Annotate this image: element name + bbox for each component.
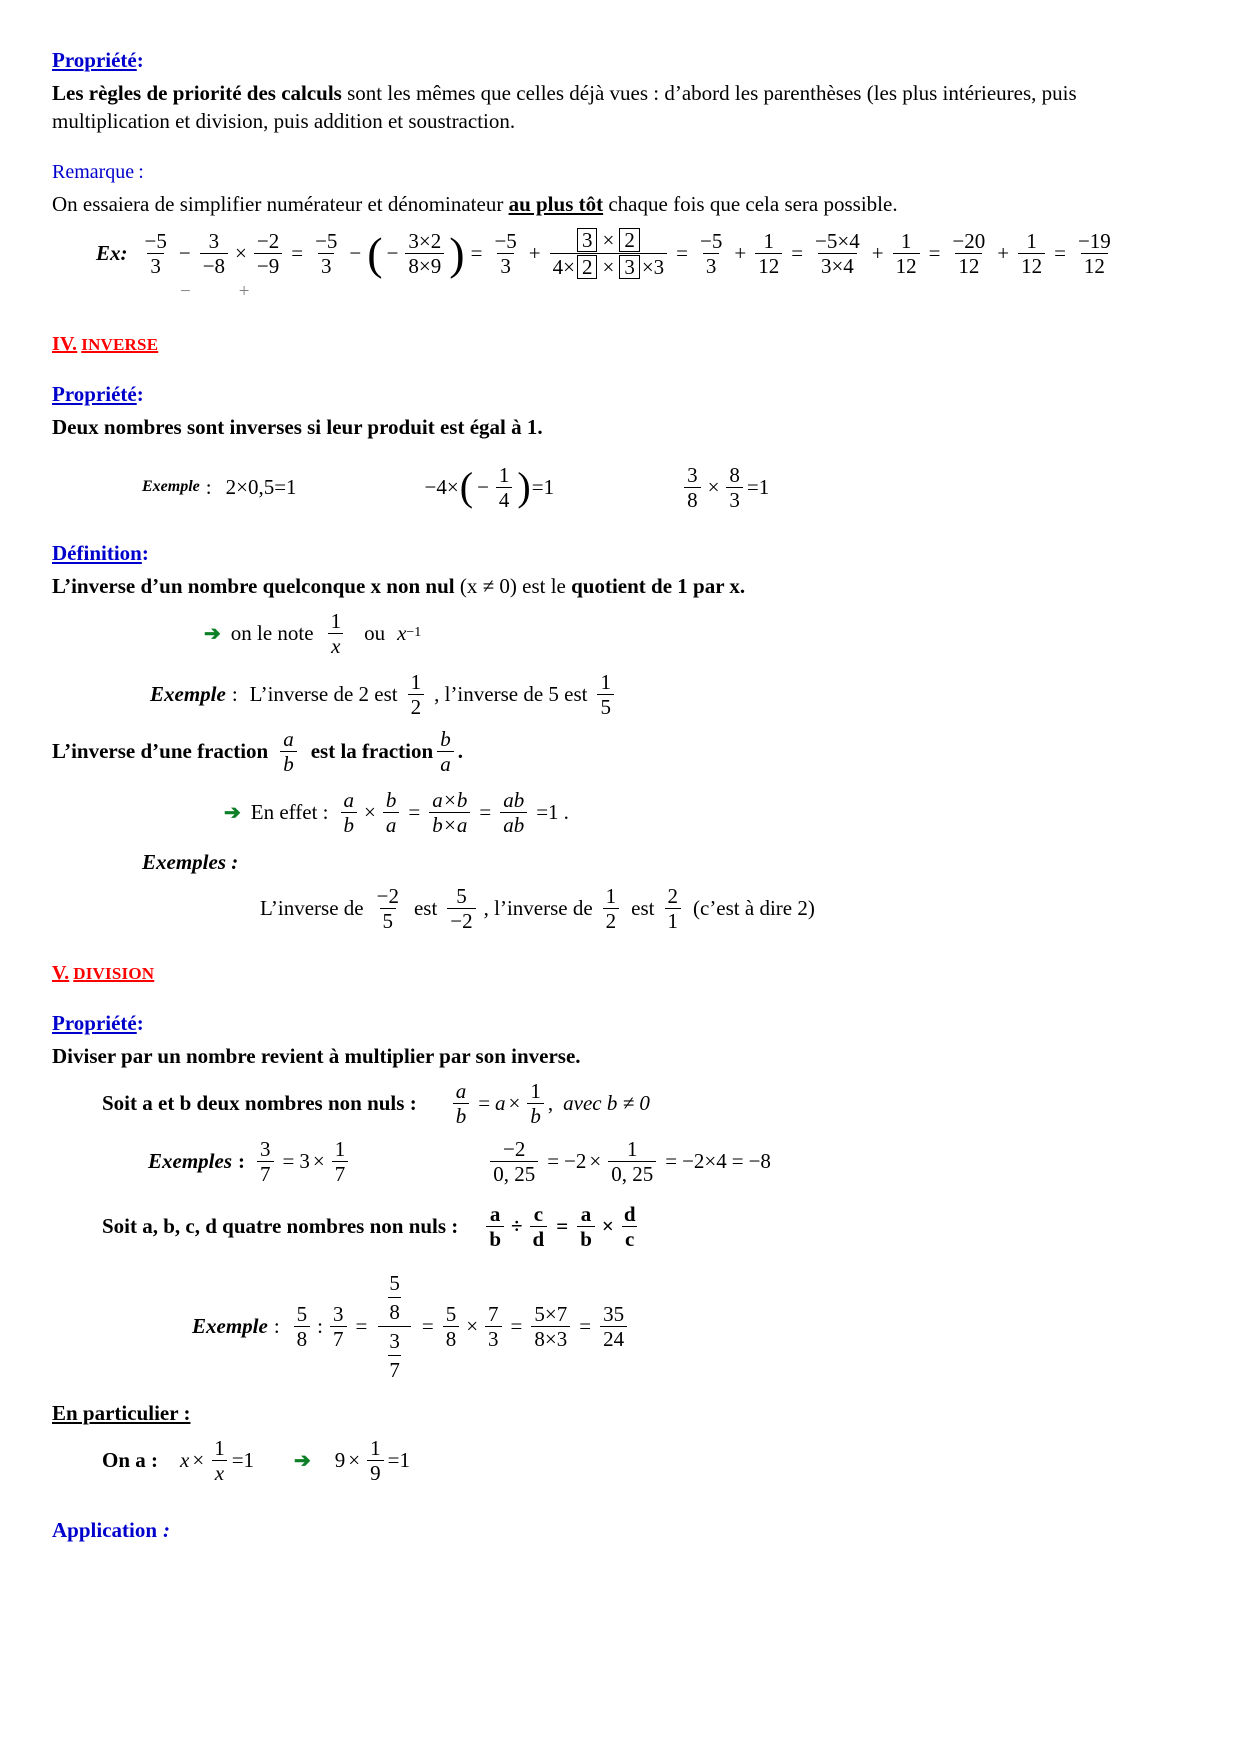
ex-frac-12: $\frac{-20}{12}$ [952,229,986,279]
ex-equation [96,228,1188,279]
propriete-rest-1: sont les mêmes que celles déjà vues : d’abord les parenthèses (les plus intérieures, puis multiplication et division, puis addition et soustraction. [52,81,1077,134]
ex2-tail: =1 [531,474,555,499]
ex-frac-2: $\frac{3}{-8}$ [200,230,228,277]
enp-nine: 9 [334,1448,346,1473]
div-ex2-frac-1: $\frac{-2}{0, 25}$ [490,1138,538,1185]
enp-times: × [192,1448,205,1473]
soit-ab-comma: , [547,1091,554,1116]
note-frac: $\frac{1}{x}$ [328,610,345,657]
ex-frac-8: $\frac{-5}{3}$ [700,229,723,279]
note-ou: ou [364,620,386,645]
ex-frac-1: $\frac{-5}{3}$ [144,229,167,279]
soit-ab-frac-1: $\frac{a}{b}$ [453,1080,470,1127]
ex-den-times: × [602,255,615,280]
soit-abcd-times: × [601,1213,614,1238]
enp-eq-2: =1 [387,1448,410,1473]
inv2-part-3: , l’inverse de [483,896,593,921]
ex-op-3: − [349,241,362,266]
definition-bold-2: quotient de 1 par x. [571,573,746,598]
big-ex-nested-fraction [378,1272,411,1381]
definition-bold-1: L’inverse d’un nombre quelconque x non nul [52,573,455,598]
div-ex2-eq-2: = [665,1148,678,1173]
en-effet-eq-1: = [408,800,421,825]
ex-eq-3: = [676,241,688,266]
definition-text [52,572,1188,600]
fraction-inverse-frac-2: $\frac{b}{a}$ [437,728,454,775]
examples-label: Exemples : [142,850,239,875]
soit-ab-eq: = [478,1091,491,1116]
def-example-label: Exemple [150,681,226,706]
ex-frac-6: $\frac{-5}{3}$ [494,229,517,279]
ex-frac-3: $\frac{-2}{-9}$ [254,230,282,277]
ex-op-7: + [997,241,1010,266]
big-ex-times: × [466,1313,479,1338]
ex-box-den-2: 3 [619,255,640,279]
ex-frac-14: $\frac{-19}{12}$ [1077,229,1111,279]
arrow-icon-note: ➔ [204,622,221,645]
ex-eq-5: = [928,241,941,266]
big-ex-frac-2: $\frac{3}{7}$ [330,1303,347,1350]
big-ex-frac-3: $\frac{5}{8}$ [443,1303,460,1350]
definition-examples [150,671,1188,718]
ex3-frac-1: $\frac{3}{8}$ [684,464,701,511]
propriete-text-2: Deux nombres sont inverses si leur produit est égal à 1. [52,415,543,440]
ex-op-1: − [178,241,191,266]
soit-ab-frac-2: $\frac{1}{b}$ [527,1080,544,1127]
div-examples-label: Exemples [148,1148,232,1173]
ex-eq-2: = [470,241,483,266]
fraction-inverse-period: . [457,739,463,764]
remarque-text-before: On essaiera de simplifier numérateur et dénominateur [52,192,509,217]
div-ex2-lead: −2 [564,1148,587,1173]
big-ex-ratio: : [317,1313,324,1338]
div-examples-colon: : [238,1148,245,1173]
remarque-emphasis: au plus tôt [508,192,604,217]
note-x-exponent: −1 [406,625,422,641]
div-ex2-result: −8 [748,1148,771,1173]
div-ex2-frac-2: $\frac{1}{0, 25}$ [608,1138,656,1185]
soit-ab-condition: avec b ≠ 0 [563,1091,650,1116]
remarque-colon: : [138,161,144,184]
on-a-label: On a : [102,1448,159,1473]
note-text: on le note [230,620,314,645]
enp-frac-2: $\frac{1}{9}$ [367,1437,384,1484]
en-effet-period: . [563,800,569,825]
ex-op-5: + [734,241,747,266]
big-ex-eq-3: = [510,1313,523,1338]
ex-box-den-1: 2 [577,255,598,279]
enp-times-2: × [348,1448,361,1473]
soit-abcd-eq: = [556,1213,569,1238]
application-colon: : [163,1518,171,1543]
inv2-frac-1: $\frac{-2}{5}$ [376,884,399,934]
propriete-text-3: Diviser par un nombre revient à multiplier par son inverse. [52,1044,581,1069]
en-effet-frac-4: $\frac{ab}{ab}$ [500,789,527,836]
ex2-paren-close: ) [517,463,531,509]
en-particulier-line [102,1437,1188,1484]
fraction-inverse-part-1: L’inverse d’une fraction [52,739,269,764]
propriete-label-3: Propriété [52,1011,137,1036]
propriete-colon-3: : [136,1011,144,1036]
ex-den-post: ×3 [641,255,665,280]
soit-abcd-frac-2: $\frac{c}{d}$ [530,1203,548,1250]
propriete-heading-2 [52,382,1188,407]
ex3-frac-2: $\frac{8}{3}$ [726,464,743,511]
inverse-example-label: Exemple [142,478,200,496]
inv2-part-5: (c’est à dire 2) [693,896,815,921]
en-effet-eq-3: =1 [536,800,559,825]
section-5-number: V. [52,962,70,985]
en-particulier-label: En particulier : [52,1400,191,1425]
en-effet-frac-1: $\frac{a}{b}$ [341,789,358,836]
ex-frac-13: $\frac{1}{12}$ [1018,230,1045,277]
inv2-frac-4: $\frac{2}{1}$ [665,885,682,932]
definition-plain-1: (x ≠ 0) est le [454,573,572,598]
ex-eq-4: = [791,241,804,266]
div-ex2 [486,1138,771,1185]
inverse-example-colon: : [205,474,212,499]
big-ex-frac-6: $\frac{35}{24}$ [600,1303,627,1350]
ex-num-times: × [602,228,615,253]
inverse-example-1: 2×0,5=1 [225,474,297,499]
ex3-tail: =1 [746,474,770,499]
definition-colon: : [141,540,149,565]
nested-denominator-frac: $\frac{3}{7}$ [389,1328,400,1382]
note-x-base: x [397,620,407,645]
def-example-part-2: , l’inverse de 5 est [434,681,588,706]
fraction-inverse-part-2: est la fraction [310,739,434,764]
ex-op-6: + [871,241,884,266]
div-ex2-eq-1: = [547,1148,560,1173]
inverse-example-2: −4× ( − $\frac{1}{4}$ ) =1 [424,462,555,512]
soit-ab-text: Soit a et b deux nombres non nuls : [102,1091,417,1116]
big-ex-frac-1: $\frac{5}{8}$ [294,1303,311,1350]
soit-abcd-frac-4: $\frac{d}{c}$ [623,1201,636,1251]
definition-label: Définition [52,540,142,565]
ex-box-num-2: 2 [619,228,640,252]
ex-eq-1: = [291,241,304,266]
propriete-label-1: Propriété [52,48,137,72]
soit-abcd-text: Soit a, b, c, d quatre nombres non nuls : [102,1213,459,1238]
ex-paren-open: ( [367,228,383,280]
nested-numerator-frac: $\frac{5}{8}$ [389,1270,400,1324]
remarque-text [52,190,1188,218]
ex-eq-6: = [1054,241,1066,266]
div-ex1-times: × [312,1148,325,1173]
big-ex-eq-1: = [355,1313,368,1338]
fraction-inverse-line [52,728,1188,775]
propriete-bold-1: Les règles de priorité des calculs [52,81,342,105]
ex-paren-close: ) [449,228,465,280]
inv2-part-4: est [631,896,655,921]
section-heading-4 [52,333,1188,356]
division-examples-row [148,1138,1188,1185]
ex2-minus: − [477,474,489,499]
ex-frac-4: $\frac{-5}{3}$ [315,229,338,279]
inv2-frac-2: $\frac{5}{-2}$ [447,885,475,932]
soit-abcd-div: ÷ [511,1213,523,1238]
ex-label: Ex: [96,241,128,266]
ex-den-pre: 4× [552,255,575,280]
soit-abcd-line [102,1203,1188,1250]
remarque-text-after: chaque fois que cela sera possible. [603,192,898,217]
inv2-part-1: L’inverse de [260,896,364,921]
application-label: Application [52,1518,158,1543]
div-ex1-frac-1: $\frac{3}{7}$ [257,1138,274,1185]
big-ex-frac-4: $\frac{7}{3}$ [485,1303,502,1350]
fraction-inverse-frac-1: $\frac{a}{b}$ [280,728,297,775]
enp-eq-1: =1 [231,1448,255,1473]
def-example-colon: : [231,681,238,706]
div-ex2-times: × [589,1148,602,1173]
ex-sign-annotations [180,281,1188,303]
sign-note-plus: + [238,281,250,303]
inverse-examples-row [142,464,1188,511]
en-effet-label: En effet : [250,800,329,825]
ex-frac-10: $\frac{-5\times 4}{3\times 4}$ [815,229,860,279]
ex-op-4: + [528,241,541,266]
enp-frac-1: $\frac{1}{x}$ [211,1437,228,1484]
propriete-text-1 [52,79,1188,135]
inv2-frac-3: $\frac{1}{2}$ [603,885,620,932]
soit-abcd-frac-1: $\frac{a}{b}$ [486,1203,504,1250]
propriete-colon-2: : [136,382,144,407]
ex-frac-7-boxed [550,228,668,279]
remarque-heading [52,161,1188,184]
def-example-frac-2: $\frac{1}{5}$ [597,671,614,718]
ex-minus-inside: − [386,241,399,266]
ex-op-2: × [235,241,247,266]
definition-heading [52,541,1188,566]
section-5-title: DIVISION [73,964,155,984]
big-ex-eq-2: = [421,1313,434,1338]
big-example-label: Exemple [192,1313,268,1338]
ex-frac-9: $\frac{1}{12}$ [755,230,782,277]
inverse-examples-2 [260,885,1188,932]
inv2-part-2: est [413,896,438,921]
remarque-label: Remarque [52,161,135,184]
propriete-heading-3 [52,1011,1188,1036]
div-ex1-three: 3 [299,1148,310,1173]
section-4-number: IV. [52,333,78,356]
ex-box-num-1: 3 [577,228,598,252]
en-effet-frac-2: $\frac{b}{a}$ [383,789,400,836]
sign-note-minus: − [180,281,191,303]
soit-ab-a: a [495,1091,506,1116]
enp-x: x [180,1448,190,1473]
arrow-icon-enparticulier: ➔ [294,1450,311,1473]
en-effet-frac-3: $\frac{a\times b}{b\times a}$ [429,789,470,836]
section-heading-5 [52,962,1188,985]
big-example-line [192,1272,1188,1381]
ex-frac-11: $\frac{1}{12}$ [893,230,920,277]
soit-abcd-frac-3: $\frac{a}{b}$ [577,1203,595,1250]
ex2-frac: $\frac{1}{4}$ [496,464,513,511]
ex3-times: × [707,474,720,499]
soit-ab-times: × [508,1091,521,1116]
big-ex-eq-4: = [579,1313,592,1338]
def-example-part-1: L’inverse de 2 est [249,681,398,706]
arrow-icon-eneffet: ➔ [224,802,241,825]
ex-frac-5: $\frac{3\times 2}{8\times 9}$ [405,230,444,277]
application-heading [52,1518,1188,1543]
soit-ab-line [102,1080,1188,1127]
ex2-paren-open: ( [459,463,474,509]
big-example-colon: : [273,1313,280,1338]
div-ex1-eq: = [282,1148,295,1173]
def-example-frac-1: $\frac{1}{2}$ [408,671,425,718]
div-ex1-frac-2: $\frac{1}{7}$ [332,1138,349,1185]
inverse-example-3 [680,464,769,511]
section-4-title: INVERSE [81,335,159,355]
div-ex2-mid: −2×4 [682,1148,727,1173]
propriete-label-2: Propriété [52,382,137,407]
en-effet-eq-2: = [479,800,492,825]
propriete-heading-1 [52,48,1188,73]
en-effet-times: × [364,800,376,825]
big-ex-frac-5: $\frac{5\times 7}{8\times 3}$ [531,1303,570,1350]
note-line [204,610,1188,657]
en-effet-line [224,789,1188,836]
div-ex2-eq-3: = [731,1148,744,1173]
propriete-colon-1: : [136,48,144,72]
